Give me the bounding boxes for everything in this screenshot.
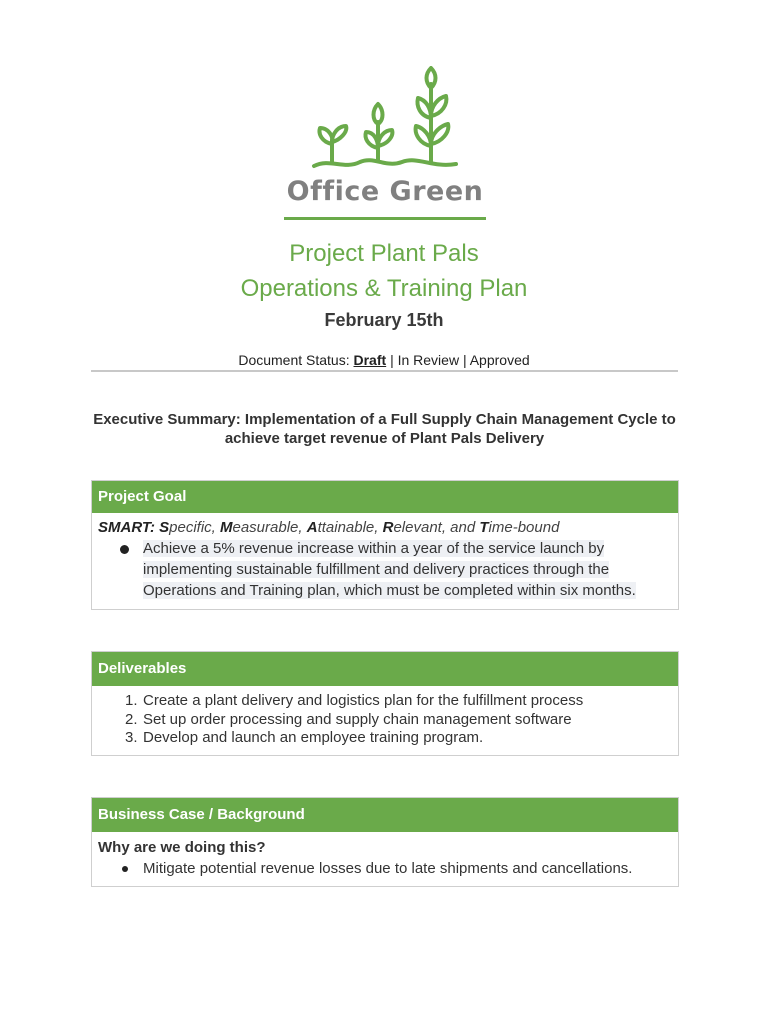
item-number: 2. bbox=[125, 710, 138, 728]
logo-wordmark: Office Green bbox=[286, 176, 484, 207]
executive-summary bbox=[91, 410, 678, 448]
goal-text-line: implementing sustainable fulfillment and delivery practices through the bbox=[143, 561, 610, 578]
project-title: Project Plant Pals bbox=[289, 240, 479, 267]
bullet-icon bbox=[120, 545, 129, 554]
bullet-text: Mitigate potential revenue losses due to late shipments and cancellations. bbox=[143, 860, 633, 877]
deliverable-item bbox=[98, 692, 672, 711]
status-separator: | bbox=[462, 352, 467, 368]
item-number: 3. bbox=[125, 729, 138, 746]
bullet-icon bbox=[122, 866, 128, 872]
smart-term: elevant, and bbox=[393, 519, 480, 536]
status-label: Document Status: bbox=[238, 352, 350, 368]
goal-text-line: Achieve a 5% revenue increase within a year of the service launch by bbox=[143, 540, 605, 557]
project-goal-section bbox=[91, 480, 679, 610]
smart-initial: T bbox=[479, 519, 489, 536]
status-draft[interactable]: Draft bbox=[353, 352, 387, 368]
item-text: Set up order processing and supply chain management software bbox=[143, 710, 572, 728]
executive-summary-line: Executive Summary: Implementation of a Full Supply Chain Management Cycle to bbox=[93, 411, 676, 428]
smart-initial: R bbox=[382, 519, 394, 536]
smart-term: ime-bound bbox=[488, 519, 560, 536]
smart-term: easurable, bbox=[232, 519, 307, 536]
business-case-bullet bbox=[98, 858, 672, 879]
status-in-review[interactable]: In Review bbox=[397, 352, 460, 368]
document-status bbox=[0, 352, 768, 368]
section-heading: Business Case / Background bbox=[92, 798, 678, 832]
status-separator: | bbox=[390, 352, 394, 368]
goal-bullet bbox=[98, 538, 672, 601]
deliverables-section bbox=[91, 651, 679, 756]
logo-underline bbox=[284, 217, 486, 220]
deliverable-item bbox=[98, 711, 672, 730]
smart-label: SMART: bbox=[98, 519, 155, 536]
office-green-logo bbox=[282, 66, 488, 226]
smart-initial: S bbox=[159, 519, 170, 536]
smart-term: ttainable, bbox=[317, 519, 383, 536]
deliverable-item bbox=[98, 729, 672, 748]
item-text: Create a plant delivery and logistics plan for the fulfillment process bbox=[143, 692, 584, 709]
section-heading: Project Goal bbox=[92, 481, 678, 513]
item-text: Develop and launch an employee training program. bbox=[143, 729, 484, 746]
document-date: February 15th bbox=[324, 310, 444, 330]
item-number: 1. bbox=[125, 692, 138, 709]
smart-criteria bbox=[98, 518, 672, 538]
business-case-question: Why are we doing this? bbox=[98, 839, 266, 856]
status-approved[interactable]: Approved bbox=[469, 352, 530, 368]
section-heading: Deliverables bbox=[92, 652, 678, 686]
executive-summary-line: achieve target revenue of Plant Pals Delivery bbox=[224, 430, 545, 447]
plan-title: Operations & Training Plan bbox=[240, 275, 528, 302]
goal-text-line: Operations and Training plan, which must be completed within six months. bbox=[143, 582, 636, 599]
status-divider bbox=[91, 370, 678, 372]
smart-term: pecific, bbox=[169, 519, 220, 536]
smart-initial: A bbox=[306, 519, 318, 536]
sprouting-plants-icon bbox=[310, 66, 460, 172]
smart-initial: M bbox=[220, 519, 233, 536]
business-case-section bbox=[91, 797, 679, 887]
